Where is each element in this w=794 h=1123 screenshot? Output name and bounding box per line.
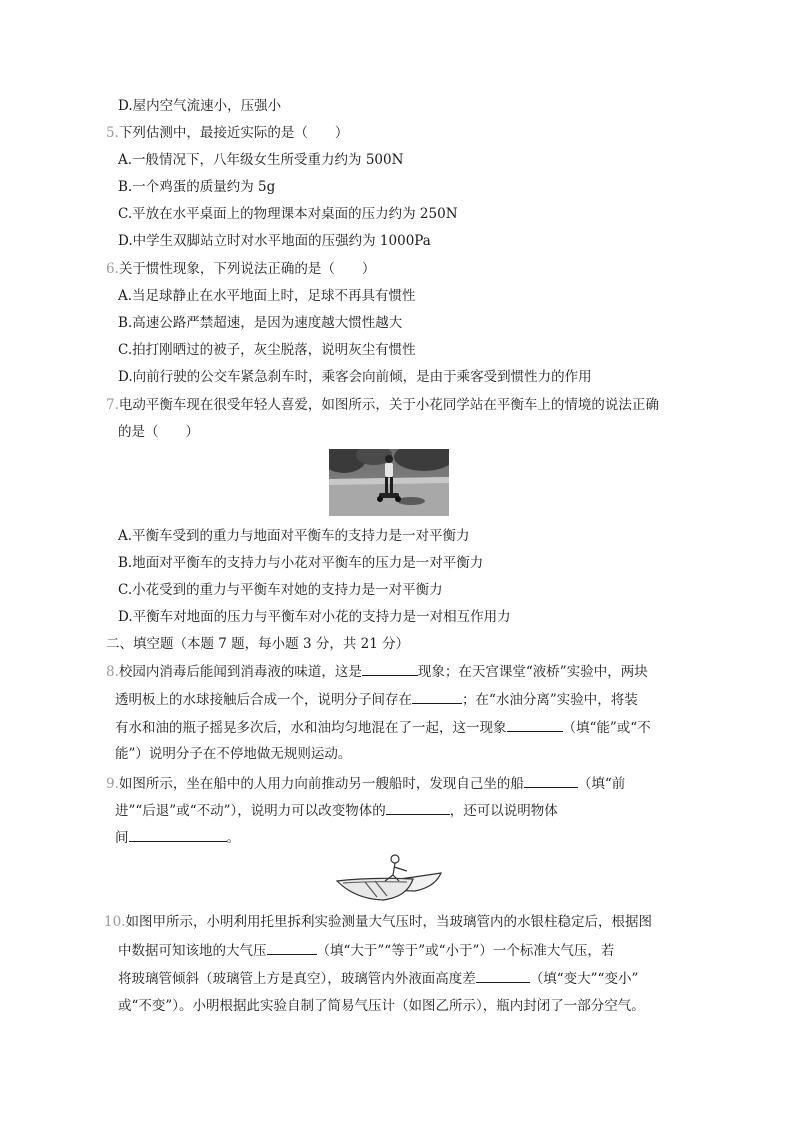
q8-answer-blank-3[interactable]: [507, 717, 563, 732]
q5-option-d: D.中学生双脚站立时对水平地面的压强约为 1000Pa: [118, 233, 431, 249]
q10-answer-blank-2[interactable]: [476, 968, 530, 983]
balance-scooter-photo: [329, 449, 449, 516]
q10-line-2: [118, 940, 614, 961]
q9-text-3b: 。: [226, 830, 240, 846]
q8-line-1: [106, 661, 648, 682]
question-5: [106, 123, 348, 143]
q6-option-a: A.当足球静止在水平地面上时，足球不再具有惯性: [118, 288, 416, 304]
q10-answer-blank-1[interactable]: [267, 940, 317, 955]
q8-text-3b: （填“能”或“不: [562, 720, 651, 736]
q6-option-c: C.拍打刚晒过的被子，灰尘脱落，说明灰尘有惯性: [118, 342, 416, 358]
q5-option-a: A.一般情况下，八年级女生所受重力约为 500N: [118, 152, 404, 168]
q6-option-d: D.向前行驶的公交车紧急刹车时，乘客会向前倾，是由于乘客受到惯性力的作用: [118, 369, 592, 385]
q9-text-2b: ，还可以说明物体: [449, 803, 558, 819]
question-6: [106, 259, 375, 279]
q10-line-1: [104, 912, 652, 932]
q7-stem-line2: 的是（ ）: [118, 424, 199, 440]
q10-line-4: 或“不变”）。小明根据此实验自制了简易气压计（如图乙所示），瓶内封闭了一部分空气。: [118, 998, 645, 1014]
q9-text-3a: 间: [115, 830, 129, 846]
q7-stem-line1: 电动平衡车现在很受年轻人喜爱，如图所示，关于小花同学站在平衡车上的情境的说法正确: [118, 397, 659, 413]
q10-text-3b: （填“变大”“变小”: [529, 971, 639, 987]
q7-number: 7.: [106, 397, 119, 413]
question-7: [106, 395, 659, 415]
q8-text-3a: 有水和油的瓶子摇晃多次后，水和油均匀地混在了一起，这一现象: [115, 720, 507, 736]
q10-line-3: [118, 968, 638, 989]
q9-number: 9.: [106, 776, 119, 792]
q8-number: 8.: [106, 664, 119, 680]
q8-text-2b: ；在“水油分离”实验中，将装: [462, 692, 638, 708]
q7-option-a: A.平衡车受到的重力与地面对平衡车的支持力是一对平衡力: [118, 528, 470, 544]
q9-answer-blank-3[interactable]: [129, 827, 227, 842]
q7-option-c: C.小花受到的重力与平衡车对她的支持力是一对平衡力: [118, 582, 443, 598]
q7-option-b: B.地面对平衡车的支持力与小花对平衡车的压力是一对平衡力: [118, 555, 484, 571]
boats-illustration: [335, 851, 443, 903]
q10-text-2b: （填“大于”“等于”或“小于”）一个标准大气压，若: [316, 943, 615, 959]
q9-line-2: [115, 800, 558, 821]
q10-number: 10.: [104, 914, 126, 930]
q9-text-1a: 如图所示，坐在船中的人用力向前推动另一艘船时，发现自己坐的船: [118, 776, 524, 792]
q9-text-1b: （填“前: [577, 776, 626, 792]
q6-stem: 关于惯性现象，下列说法正确的是（ ）: [118, 261, 376, 277]
q9-answer-blank-2[interactable]: [386, 800, 450, 815]
q8-answer-blank-2[interactable]: [412, 689, 462, 704]
q7-option-d: D.平衡车对地面的压力与平衡车对小花的支持力是一对相互作用力: [118, 609, 511, 625]
q10-text-3a: 将玻璃管倾斜（玻璃管上方是真空），玻璃管内外液面高度差: [118, 971, 476, 987]
q9-line-1: [106, 773, 625, 794]
q10-text-2a: 中数据可知该地的大气压: [118, 943, 267, 959]
q6-number: 6.: [106, 261, 119, 277]
q8-text-1b: 现象；在天宫课堂“液桥”实验中，两块: [417, 664, 648, 680]
section-2-heading: 二、填空题（本题 7 题，每小题 3 分，共 21 分）: [106, 636, 410, 652]
q10-text-1: 如图甲所示，小明利用托里拆利实验测量大气压时，当玻璃管内的水银柱稳定后，根据图: [125, 914, 652, 930]
q8-answer-blank-1[interactable]: [362, 661, 418, 676]
q8-line-4: 能”）说明分子在不停地做无规则运动。: [115, 746, 352, 762]
q9-text-2a: 进”“后退”或“不动”），说明力可以改变物体的: [115, 803, 386, 819]
q8-line-3: [115, 717, 651, 738]
q8-text-1a: 校园内消毒后能闻到消毒液的味道，这是: [118, 664, 362, 680]
q5-stem: 下列估测中，最接近实际的是（ ）: [118, 125, 349, 141]
q8-line-2: [115, 689, 638, 710]
q5-option-b: B.一个鸡蛋的质量约为 5g: [118, 179, 276, 195]
q9-answer-blank-1[interactable]: [524, 773, 578, 788]
q5-number: 5.: [106, 125, 119, 141]
q4-option-d: D.屋内空气流速小，压强小: [118, 98, 282, 114]
q9-line-3: [115, 827, 240, 848]
q8-text-2a: 透明板上的水球接触后合成一个，说明分子间存在: [115, 692, 412, 708]
q5-option-c: C.平放在水平桌面上的物理课本对桌面的压力约为 250N: [118, 206, 458, 222]
q6-option-b: B.高速公路严禁超速，是因为速度越大惯性越大: [118, 315, 403, 331]
